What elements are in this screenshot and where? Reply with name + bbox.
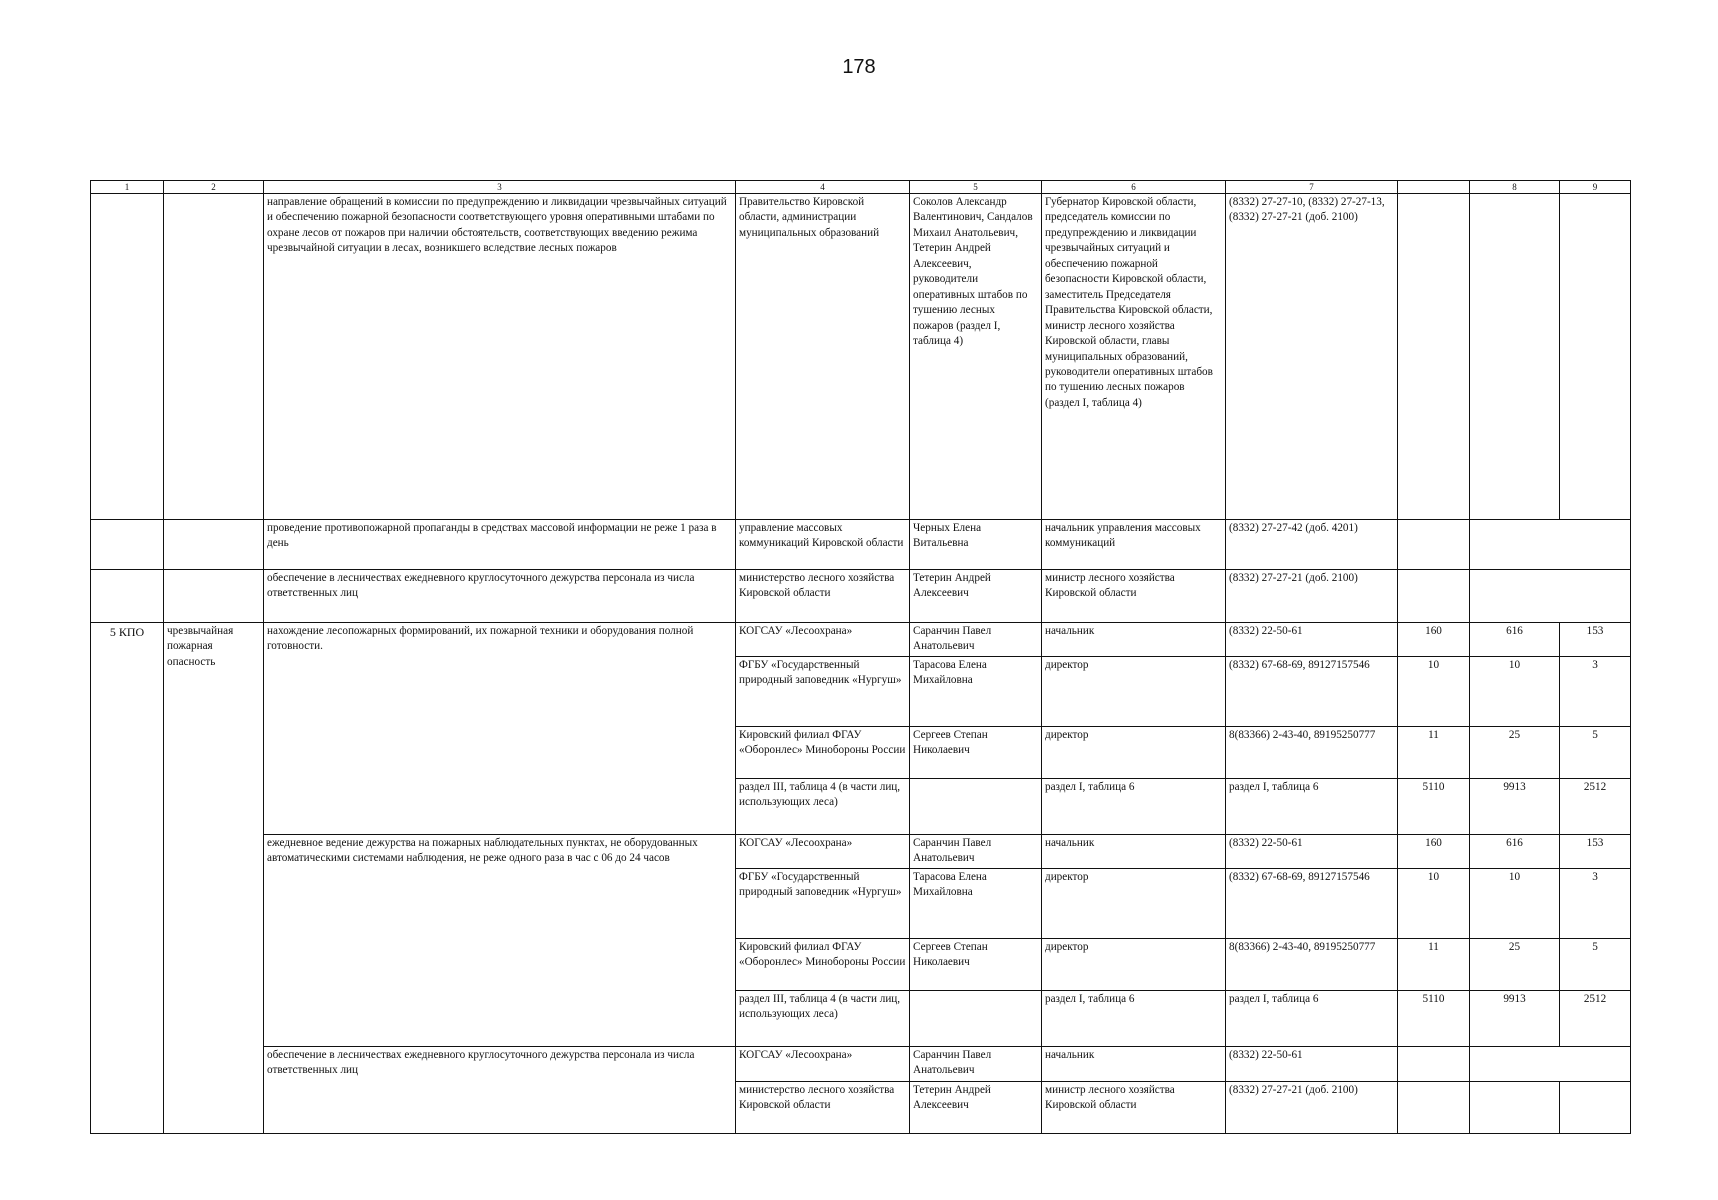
position-cell: директор xyxy=(1042,938,1226,990)
header-row xyxy=(91,181,1631,194)
count-cell: 5110 xyxy=(1398,990,1470,1046)
count-cell: 153 xyxy=(1560,835,1631,869)
organization-cell: министерство лесного хозяйства Кировской области xyxy=(736,1081,910,1133)
position-cell: раздел I, таблица 6 xyxy=(1042,990,1226,1046)
phone-cell: (8332) 27-27-21 (доб. 2100) xyxy=(1226,1081,1398,1133)
column-header: 7 xyxy=(1226,181,1398,194)
table-cell xyxy=(1470,570,1631,623)
responsible-cell: Саранчин Павел Анатольевич xyxy=(910,1046,1042,1081)
measure-cell: обеспечение в лесничествах ежедневного круглосуточного дежурства персонала из числа ответственных лиц xyxy=(264,570,736,623)
position-cell: директор xyxy=(1042,868,1226,938)
count-cell: 2512 xyxy=(1560,779,1631,835)
column-header: 8 xyxy=(1470,181,1560,194)
position-cell: начальник xyxy=(1042,835,1226,869)
phone-cell: раздел I, таблица 6 xyxy=(1226,779,1398,835)
position-cell: Губернатор Кировской области, председатель комиссии по предупреждению и ликвидации чрезвычайных ситуаций и обеспечению пожарной безопасности Кировской области, заместитель Председателя Правительства Кировской области, министр лесного хозяйства Кировской области, главы муниципальных образований, руководители оперативных штабов по тушению лесных пожаров (раздел I, таблица 4) xyxy=(1042,194,1226,520)
count-cell: 10 xyxy=(1398,657,1470,727)
column-header: 9 xyxy=(1560,181,1631,194)
page-number: 178 xyxy=(842,56,876,78)
organization-cell: раздел III, таблица 4 (в части лиц, использующих леса) xyxy=(736,990,910,1046)
responsible-cell xyxy=(910,779,1042,835)
count-cell: 616 xyxy=(1470,835,1560,869)
organization-cell: КОГСАУ «Лесоохрана» xyxy=(736,623,910,657)
responsible-cell: Тетерин Андрей Алексеевич xyxy=(910,1081,1042,1133)
measure-cell: нахождение лесопожарных формирований, их пожарной техники и оборудования полной готовности. xyxy=(264,623,736,835)
table-cell xyxy=(1398,1046,1470,1081)
count-cell: 25 xyxy=(1470,938,1560,990)
column-header: 5 xyxy=(910,181,1042,194)
table-cell xyxy=(1470,520,1631,570)
table-cell xyxy=(1398,570,1470,623)
table-cell xyxy=(1470,1046,1631,1081)
responsible-cell: Сергеев Степан Николаевич xyxy=(910,727,1042,779)
phone-cell: 8(83366) 2-43-40, 89195250777 xyxy=(1226,938,1398,990)
count-cell: 3 xyxy=(1560,868,1631,938)
phone-cell: раздел I, таблица 6 xyxy=(1226,990,1398,1046)
table-row xyxy=(91,623,1631,657)
measure-cell: проведение противопожарной пропаганды в средствах массовой информации не реже 1 раза в день xyxy=(264,520,736,570)
fire-class-cell: 5 КПО xyxy=(91,623,164,1134)
table-row xyxy=(91,570,1631,623)
fire-danger-cell: чрезвычайная пожарная опасность xyxy=(164,623,264,1134)
responsible-cell: Саранчин Павел Анатольевич xyxy=(910,623,1042,657)
organization-cell: управление массовых коммуникаций Кировской области xyxy=(736,520,910,570)
phone-cell: (8332) 22-50-61 xyxy=(1226,1046,1398,1081)
count-cell: 10 xyxy=(1470,657,1560,727)
position-cell: начальник xyxy=(1042,1046,1226,1081)
table-cell xyxy=(1470,1081,1560,1133)
count-cell: 616 xyxy=(1470,623,1560,657)
count-cell: 9913 xyxy=(1470,990,1560,1046)
count-cell: 160 xyxy=(1398,623,1470,657)
count-cell: 153 xyxy=(1560,623,1631,657)
column-header: 6 xyxy=(1042,181,1226,194)
table-cell xyxy=(164,570,264,623)
table-cell xyxy=(91,520,164,570)
table-cell xyxy=(91,570,164,623)
organization-cell: Правительство Кировской области, администрации муниципальных образований xyxy=(736,194,910,520)
responsible-cell: Тетерин Андрей Алексеевич xyxy=(910,570,1042,623)
table-cell xyxy=(91,194,164,520)
position-cell: министр лесного хозяйства Кировской области xyxy=(1042,570,1226,623)
count-cell: 5 xyxy=(1560,727,1631,779)
count-cell: 2512 xyxy=(1560,990,1631,1046)
phone-cell: (8332) 67-68-69, 89127157546 xyxy=(1226,868,1398,938)
responsible-cell: Тарасова Елена Михайловна xyxy=(910,868,1042,938)
table-row xyxy=(91,1046,1631,1081)
position-cell: начальник xyxy=(1042,623,1226,657)
table-cell xyxy=(1398,194,1470,520)
count-cell: 11 xyxy=(1398,727,1470,779)
organization-cell: раздел III, таблица 4 (в части лиц, использующих леса) xyxy=(736,779,910,835)
organization-cell: Кировский филиал ФГАУ «Оборонлес» Минобороны России xyxy=(736,727,910,779)
organization-cell: министерство лесного хозяйства Кировской области xyxy=(736,570,910,623)
column-header: 1 xyxy=(91,181,164,194)
count-cell: 3 xyxy=(1560,657,1631,727)
column-header: 3 xyxy=(264,181,736,194)
count-cell: 10 xyxy=(1398,868,1470,938)
responsible-cell: Саранчин Павел Анатольевич xyxy=(910,835,1042,869)
column-header: 2 xyxy=(164,181,264,194)
organization-cell: КОГСАУ «Лесоохрана» xyxy=(736,1046,910,1081)
table-cell xyxy=(1470,194,1560,520)
measure-cell: обеспечение в лесничествах ежедневного круглосуточного дежурства персонала из числа ответственных лиц xyxy=(264,1046,736,1133)
table-cell xyxy=(164,520,264,570)
phone-cell: 8(83366) 2-43-40, 89195250777 xyxy=(1226,727,1398,779)
count-cell: 25 xyxy=(1470,727,1560,779)
responsible-cell: Черных Елена Витальевна xyxy=(910,520,1042,570)
organization-cell: КОГСАУ «Лесоохрана» xyxy=(736,835,910,869)
responsible-cell: Тарасова Елена Михайловна xyxy=(910,657,1042,727)
position-cell: раздел I, таблица 6 xyxy=(1042,779,1226,835)
table-cell xyxy=(1398,1081,1470,1133)
organization-cell: Кировский филиал ФГАУ «Оборонлес» Минобороны России xyxy=(736,938,910,990)
position-cell: министр лесного хозяйства Кировской области xyxy=(1042,1081,1226,1133)
position-cell: директор xyxy=(1042,727,1226,779)
position-cell: начальник управления массовых коммуникаций xyxy=(1042,520,1226,570)
measure-cell: направление обращений в комиссии по предупреждению и ликвидации чрезвычайных ситуаций и обеспечению пожарной безопасности соответствующего уровня оперативными штабами по охране лесов от пожаров при наличии обстоятельств, соответствующих введению режима чрезвычайной ситуации в лесах, возникшего вследствие лесных пожаров xyxy=(264,194,736,520)
count-cell: 5110 xyxy=(1398,779,1470,835)
organization-cell: ФГБУ «Государственный природный заповедник «Нургуш» xyxy=(736,868,910,938)
count-cell: 11 xyxy=(1398,938,1470,990)
table-cell xyxy=(1560,1081,1631,1133)
responsible-cell: Соколов Александр Валентинович, Сандалов Михаил Анатольевич, Тетерин Андрей Алексеевич, руководители оперативных штабов по тушению лесных пожаров (раздел I, таблица 4) xyxy=(910,194,1042,520)
phone-cell: (8332) 27-27-42 (доб. 4201) xyxy=(1226,520,1398,570)
table-row xyxy=(91,194,1631,520)
table-cell xyxy=(164,194,264,520)
table-cell xyxy=(1560,194,1631,520)
phone-cell: (8332) 27-27-10, (8332) 27-27-13, (8332) 27-27-21 (доб. 2100) xyxy=(1226,194,1398,520)
column-header: 4 xyxy=(736,181,910,194)
count-cell: 160 xyxy=(1398,835,1470,869)
phone-cell: (8332) 27-27-21 (доб. 2100) xyxy=(1226,570,1398,623)
position-cell: директор xyxy=(1042,657,1226,727)
phone-cell: (8332) 67-68-69, 89127157546 xyxy=(1226,657,1398,727)
organization-cell: ФГБУ «Государственный природный заповедник «Нургуш» xyxy=(736,657,910,727)
table-row xyxy=(91,520,1631,570)
phone-cell: (8332) 22-50-61 xyxy=(1226,623,1398,657)
count-cell: 9913 xyxy=(1470,779,1560,835)
column-header xyxy=(1398,181,1470,194)
measure-cell: ежедневное ведение дежурства на пожарных наблюдательных пунктах, не оборудованных автоматическими системами наблюдения, не реже одного раза в час с 06 до 24 часов xyxy=(264,835,736,1047)
phone-cell: (8332) 22-50-61 xyxy=(1226,835,1398,869)
plan-table xyxy=(90,180,1631,1134)
count-cell: 5 xyxy=(1560,938,1631,990)
responsible-cell xyxy=(910,990,1042,1046)
table-cell xyxy=(1398,520,1470,570)
count-cell: 10 xyxy=(1470,868,1560,938)
table-row xyxy=(91,835,1631,869)
responsible-cell: Сергеев Степан Николаевич xyxy=(910,938,1042,990)
